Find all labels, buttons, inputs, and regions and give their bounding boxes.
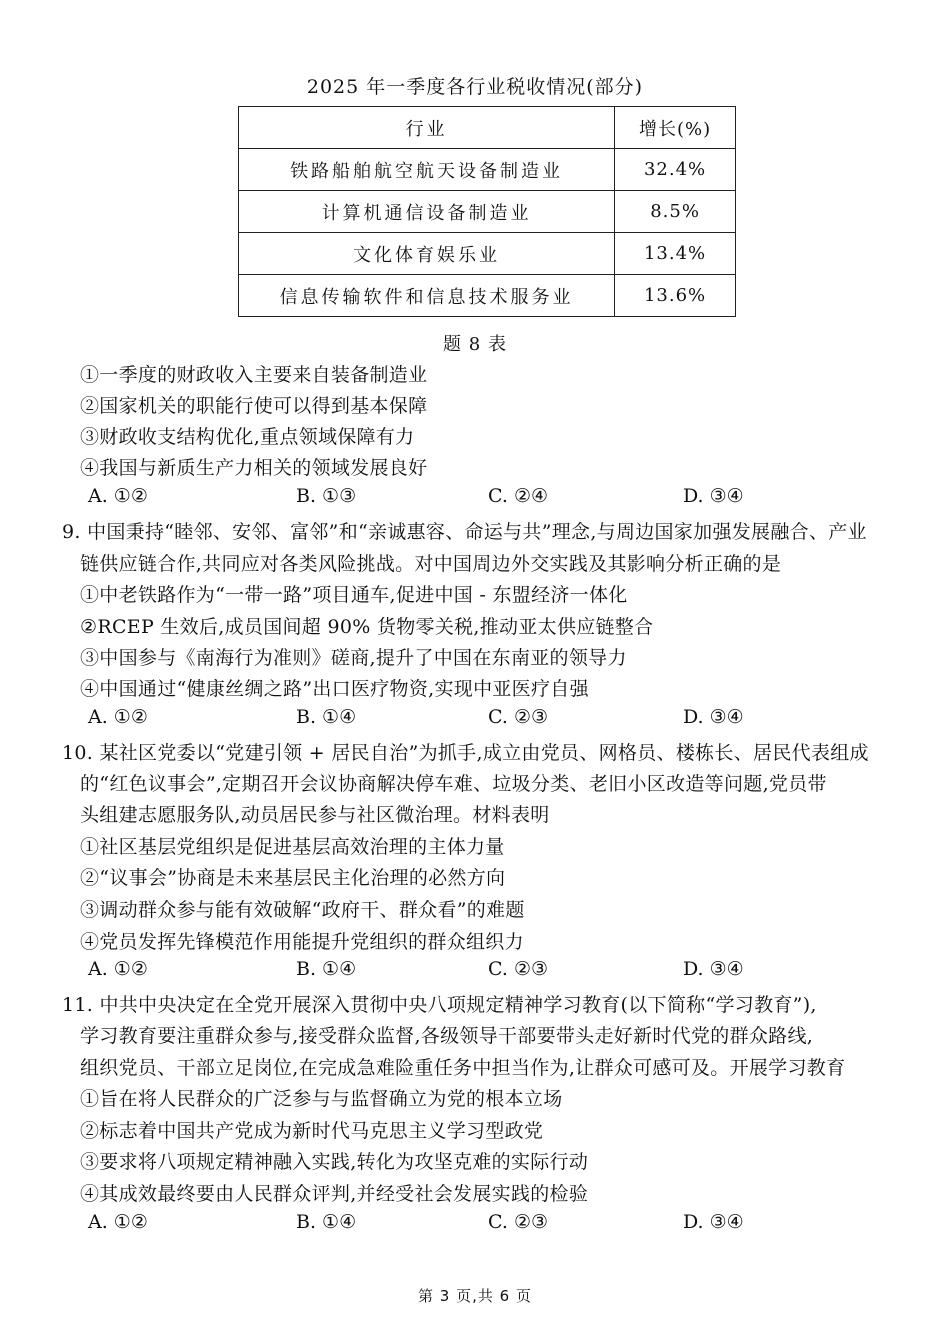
q10-stem-line-3: 头组建志愿服务队,动员居民参与社区微治理。材料表明 [80, 804, 550, 826]
header-industry: 行业 [239, 107, 615, 149]
q11-statement-3: ③要求将八项规定精神融入实践,转化为攻坚克难的实际行动 [80, 1151, 589, 1173]
industry-cell: 信息传输软件和信息技术服务业 [239, 275, 615, 317]
header-growth: 增长(%) [615, 107, 736, 149]
q9-option-c[interactable]: C. ②③ [488, 706, 549, 728]
q11-option-d[interactable]: D. ③④ [683, 1211, 744, 1233]
q11-statement-1: ①旨在将人民群众的广泛参与与监督确立为党的根本立场 [80, 1088, 563, 1110]
q8-option-a[interactable]: A. ①② [88, 485, 148, 507]
q8-option-b[interactable]: B. ①③ [296, 485, 357, 507]
q11-statement-4: ④其成效最终要由人民群众评判,并经受社会发展实践的检验 [80, 1183, 589, 1205]
q10-statement-4: ④党员发挥先锋模范作用能提升党组织的群众组织力 [80, 931, 524, 953]
q11-statement-2: ②标志着中国共产党成为新时代马克思主义学习型政党 [80, 1120, 544, 1142]
q11-stem-line-1: 11. 中共中央决定在全党开展深入贯彻中央八项规定精神学习教育(以下简称“学习教育”), [62, 994, 817, 1016]
table-row [239, 149, 736, 191]
table-header-row [239, 107, 736, 149]
growth-cell: 32.4% [615, 149, 736, 191]
industry-cell: 计算机通信设备制造业 [239, 191, 615, 233]
q10-statement-1: ①社区基层党组织是促进基层高效治理的主体力量 [80, 836, 505, 858]
table-title: 2025 年一季度各行业税收情况(部分) [306, 76, 644, 98]
q10-option-c[interactable]: C. ②③ [488, 958, 549, 980]
table-row [239, 275, 736, 317]
industry-cell: 文化体育娱乐业 [239, 233, 615, 275]
table-row [239, 233, 736, 275]
q9-option-a[interactable]: A. ①② [88, 706, 148, 728]
q8-statement-2: ②国家机关的职能行使可以得到基本保障 [80, 395, 428, 417]
q8-option-c[interactable]: C. ②④ [488, 485, 549, 507]
q9-statement-2: ②RCEP 生效后,成员国间超 90% 货物零关税,推动亚太供应链整合 [80, 616, 654, 638]
q10-statement-3: ③调动群众参与能有效破解“政府干、群众看”的难题 [80, 899, 525, 921]
growth-cell: 8.5% [615, 191, 736, 233]
q10-stem-line-2: 的“红色议事会”,定期召开会议协商解决停车难、垃圾分类、老旧小区改造等问题,党员带 [80, 773, 827, 795]
page-number-footer: 第 3 页,共 6 页 [418, 1287, 532, 1305]
industry-cell: 铁路船舶航空航天设备制造业 [239, 149, 615, 191]
q10-stem-line-1: 10. 某社区党委以“党建引领 + 居民自治”为抓手,成立由党员、网格员、楼栋长、居民代表组成 [62, 742, 869, 764]
table-caption: 题 8 表 [443, 334, 507, 355]
growth-cell: 13.4% [615, 233, 736, 275]
q11-option-b[interactable]: B. ①④ [296, 1211, 357, 1233]
q8-statement-3: ③财政收支结构优化,重点领域保障有力 [80, 426, 415, 448]
q9-option-d[interactable]: D. ③④ [683, 706, 744, 728]
q10-option-a[interactable]: A. ①② [88, 958, 148, 980]
q11-stem-line-3: 组织党员、干部立足岗位,在完成急难险重任务中担当作为,让群众可感可及。开展学习教育 [80, 1057, 846, 1079]
q9-statement-3: ③中国参与《南海行为准则》磋商,提升了中国在东南亚的领导力 [80, 647, 627, 669]
q10-option-d[interactable]: D. ③④ [683, 958, 744, 980]
q8-option-d[interactable]: D. ③④ [683, 485, 744, 507]
q9-statement-1: ①中老铁路作为“一带一路”项目通车,促进中国 - 东盟经济一体化 [80, 584, 628, 606]
q9-stem-line-2: 链供应链合作,共同应对各类风险挑战。对中国周边外交实践及其影响分析正确的是 [80, 553, 782, 575]
q8-statement-4: ④我国与新质生产力相关的领域发展良好 [80, 457, 428, 479]
q11-option-c[interactable]: C. ②③ [488, 1211, 549, 1233]
growth-cell: 13.6% [615, 275, 736, 317]
q11-stem-line-2: 学习教育要注重群众参与,接受群众监督,各级领导干部要带头走好新时代党的群众路线, [80, 1025, 814, 1047]
table-row [239, 191, 736, 233]
q9-statement-4: ④中国通过“健康丝绸之路”出口医疗物资,实现中亚医疗自强 [80, 678, 589, 700]
q10-option-b[interactable]: B. ①④ [296, 958, 357, 980]
q10-statement-2: ②“议事会”协商是未来基层民主化治理的必然方向 [80, 867, 506, 889]
q11-option-a[interactable]: A. ①② [88, 1211, 148, 1233]
q8-statement-1: ①一季度的财政收入主要来自装备制造业 [80, 364, 428, 386]
q9-stem-line-1: 9. 中国秉持“睦邻、安邻、富邻”和“亲诚惠容、命运与共”理念,与周边国家加强发展融合、产业 [62, 521, 867, 543]
tax-growth-table [238, 106, 736, 317]
q9-option-b[interactable]: B. ①④ [296, 706, 357, 728]
